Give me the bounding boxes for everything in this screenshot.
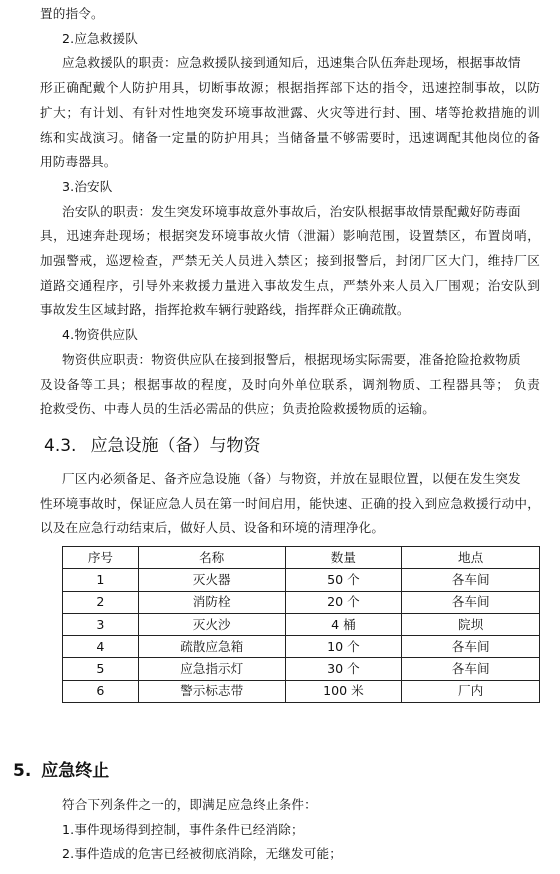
text-line: 事故发生区域封路，指挥抢救车辆行驶路线，指挥群众正确疏散。 (40, 302, 410, 318)
table-cell: 100 米 (285, 680, 402, 702)
table-cell: 4 桶 (285, 613, 402, 635)
text-line: 4.物资供应队 (62, 327, 139, 343)
text-line: 置的指令。 (40, 6, 104, 21)
table-cell: 厂内 (402, 680, 540, 702)
text-line: 具，迅速奔赴现场；根据突发环境事故火情（泄漏）影响范围，设置禁区，布置岗哨， (40, 228, 540, 244)
section-title: 应急设施（备）与物资 (90, 436, 261, 456)
text-line: 道路交通程序，引导外来救援力量进入事故发生点，严禁外来人员入厂围观；治安队到 (40, 277, 540, 293)
resource-table (62, 546, 540, 703)
text-line: 以及在应急行动结束后，做好人员、设备和环境的清理净化。 (40, 520, 385, 536)
table-row (63, 569, 540, 591)
table-cell: 各车间 (402, 658, 540, 680)
table-row (63, 636, 540, 658)
header-quantity: 数量 (285, 547, 402, 569)
table-cell: 疏散应急箱 (138, 636, 285, 658)
table-row (63, 613, 540, 635)
text-line: 加强警戒，巡逻检查，严禁无关人员进入禁区；接到报警后，封闭厂区大门，维持厂区 (40, 253, 540, 268)
section-heading-5 (13, 761, 109, 781)
table-cell: 30 个 (285, 658, 402, 680)
text-line: 厂区内必须备足、备齐应急设施（备）与物资，并放在显眼位置，以便在发生突发 (62, 471, 521, 486)
table-cell: 4 (63, 636, 139, 658)
text-line: 及设备等工具；根据事故的程度，及时向外单位联系，调剂物质、工程器具等； 负责 (40, 376, 540, 392)
section-title: 应急终止 (41, 761, 110, 781)
table-cell: 2 (63, 591, 139, 613)
header-name: 名称 (138, 547, 285, 569)
text-line: 练和实战演习。储备一定量的防护用具；当储备量不够需要时，迅速调配其他岗位的备 (40, 129, 540, 145)
text-line: 形正确配戴个人防护用具，切断事故源；根据指挥部下达的指令，迅速控制事故，以防 (40, 80, 540, 96)
header-location: 地点 (402, 547, 540, 569)
text-line: 扩大；有计划、有针对性地突发环境事故泄露、火灾等进行封、围、堵等抢救措施的训 (40, 104, 540, 120)
table-cell: 应急指示灯 (138, 658, 285, 680)
table-cell: 灭火器 (138, 569, 285, 591)
text-line: 2.应急救援队 (62, 30, 139, 46)
text-line: 符合下列条件之一的，即满足应急终止条件： (62, 797, 317, 812)
text-line: 用防毒器具。 (40, 154, 117, 170)
table-cell: 警示标志带 (138, 680, 285, 702)
text-line: 物资供应职责：物资供应队在接到报警后，根据现场实际需要，准备抢险抢救物质 (62, 351, 521, 367)
text-line: 1.事件现场得到控制，事件条件已经消除； (62, 821, 304, 837)
text-line: 3.治安队 (62, 178, 113, 194)
table-cell: 5 (63, 658, 139, 680)
table-row (63, 680, 540, 702)
table-cell: 6 (63, 680, 139, 702)
text-line: 抢救受伤、中毒人员的生活必需品的供应；负责抢险救援物质的运输。 (40, 401, 436, 417)
section-number: 5. (13, 761, 32, 781)
table-cell: 50 个 (285, 569, 402, 591)
table-cell: 3 (63, 613, 139, 635)
table-cell: 各车间 (402, 569, 540, 591)
table-cell: 各车间 (402, 636, 540, 658)
text-line: 治安队的职责：发生突发环境事故意外事故后，治安队根据事故情景配戴好防毒面 (62, 203, 521, 219)
table-header-row (63, 547, 540, 569)
text-line: 应急救援队的职责：应急救援队接到通知后，迅速集合队伍奔赴现场，根据事故情 (62, 55, 521, 71)
table-cell: 20 个 (285, 591, 402, 613)
table-cell: 院坝 (402, 613, 540, 635)
text-line: 性环境事故时，保证应急人员在第一时间启用，能快速、正确的投入到应急救援行动中， (40, 495, 540, 511)
table-row (63, 591, 540, 613)
section-heading-4-3 (44, 436, 260, 456)
table-cell: 灭火沙 (138, 613, 285, 635)
table-cell: 各车间 (402, 591, 540, 613)
section-number: 4.3. (44, 436, 77, 456)
table-row (63, 658, 540, 680)
header-index: 序号 (63, 547, 139, 569)
table-body (63, 569, 540, 703)
table-cell: 1 (63, 569, 139, 591)
text-line: 2.事件造成的危害已经被彻底消除，无继发可能； (62, 846, 342, 861)
table-cell: 消防栓 (138, 591, 285, 613)
table-cell: 10 个 (285, 636, 402, 658)
